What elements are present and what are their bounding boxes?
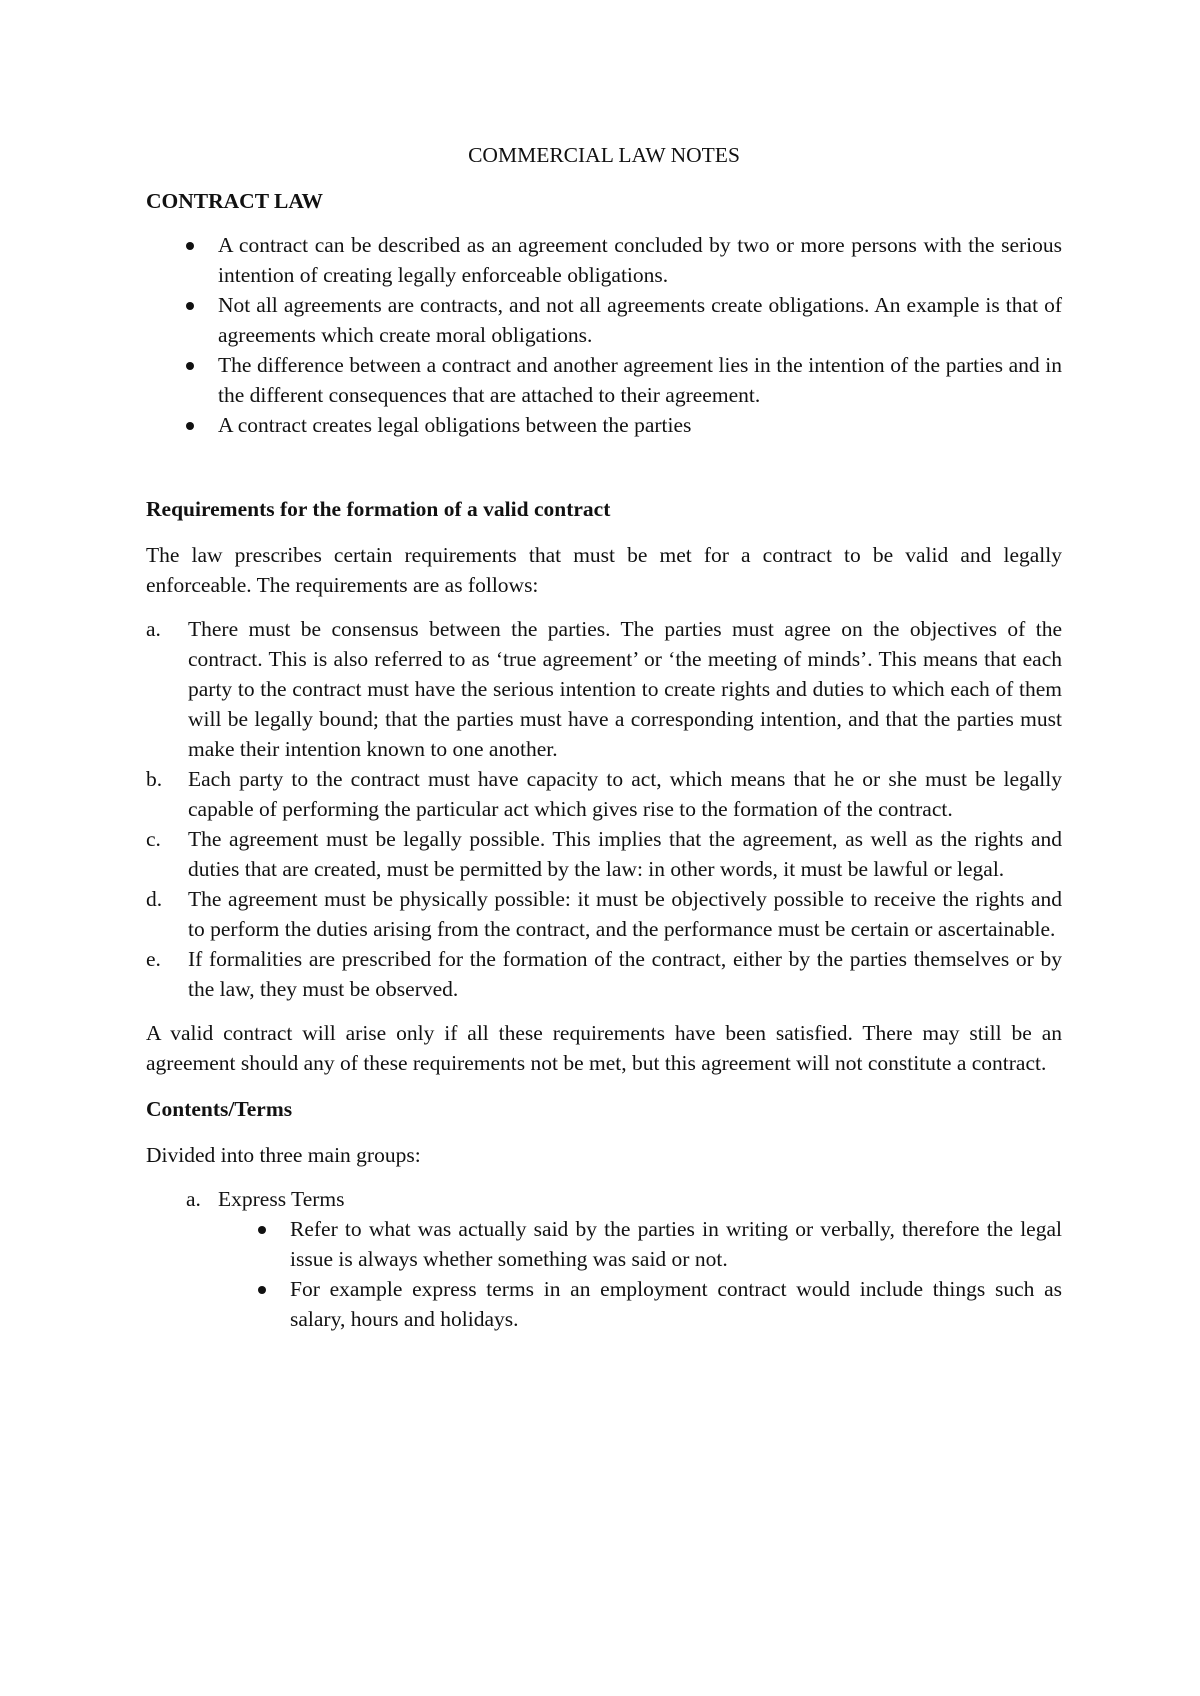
list-item: b. Each party to the contract must have capacity to act, which means that he or she must be legally capable of performing the particular act which gives rise to the formation of the contract. bbox=[146, 767, 1062, 821]
bullet-icon bbox=[258, 1226, 266, 1234]
list-item: d. The agreement must be physically possible: it must be objectively possible to receive the rights and to perform the duties arising from the contract, and the performance must be certain or ascertainable. bbox=[146, 887, 1062, 941]
express-terms-item: a. Express Terms bbox=[186, 1187, 345, 1211]
list-item: The difference between a contract and another agreement lies in the intention of the parties and in the different consequences that are attached to their agreement. bbox=[146, 350, 1062, 410]
requirements-intro: The law prescribes certain requirements that must be met for a contract to be valid and legally enforceable. The requirements are as follows: bbox=[146, 543, 1062, 597]
list-item: Not all agreements are contracts, and not all agreements create obligations. An example is that of agreements which create moral obligations. bbox=[146, 290, 1062, 350]
contents-terms-heading: Contents/Terms bbox=[146, 1097, 293, 1121]
express-terms-title: Express Terms bbox=[218, 1187, 345, 1211]
requirements-closing: A valid contract will arise only if all these requirements have been satisfied. There may still be an agreement should any of these requirements not be met, but this agreement will not constitute a contract. bbox=[146, 1021, 1062, 1075]
document-page bbox=[146, 140, 1062, 1334]
list-item: c. The agreement must be legally possible. This implies that the agreement, as well as the rights and duties that are created, must be permitted by the law: in other words, it must be lawful or legal. bbox=[146, 827, 1062, 881]
contract-law-bullet-list bbox=[146, 230, 1062, 440]
contract-law-heading: CONTRACT LAW bbox=[146, 189, 324, 213]
list-item: e. If formalities are prescribed for the formation of the contract, either by the parties themselves or by the law, they must be observed. bbox=[146, 947, 1062, 1001]
bullet-icon bbox=[186, 362, 194, 370]
contents-terms-intro: Divided into three main groups: bbox=[146, 1143, 421, 1167]
list-item: A contract can be described as an agreement concluded by two or more persons with the serious intention of creating legally enforceable obligations. bbox=[146, 230, 1062, 290]
bullet-icon bbox=[258, 1286, 266, 1294]
document-title: COMMERCIAL LAW NOTES bbox=[468, 143, 740, 167]
requirements-heading: Requirements for the formation of a valid contract bbox=[146, 497, 611, 521]
bullet-icon bbox=[186, 242, 194, 250]
list-item: a. There must be consensus between the parties. The parties must agree on the objectives of the contract. This is also referred to as ‘true agreement’ or ‘the meeting of minds’. This means that each party to the contract must have the serious intention to create rights and duties to which each of them will be legally bound; that the parties must have a corresponding intention, and that the parties must make their intention known to one another. bbox=[146, 617, 1062, 761]
bullet-icon bbox=[186, 422, 194, 430]
bullet-icon bbox=[186, 302, 194, 310]
express-terms-bullet-list bbox=[146, 1214, 1062, 1334]
requirements-list bbox=[146, 614, 1062, 1004]
list-item: A contract creates legal obligations between the parties bbox=[146, 410, 1062, 440]
list-item: For example express terms in an employment contract would include things such as salary, hours and holidays. bbox=[146, 1274, 1062, 1334]
list-item: Refer to what was actually said by the parties in writing or verbally, therefore the legal issue is always whether something was said or not. bbox=[146, 1214, 1062, 1274]
